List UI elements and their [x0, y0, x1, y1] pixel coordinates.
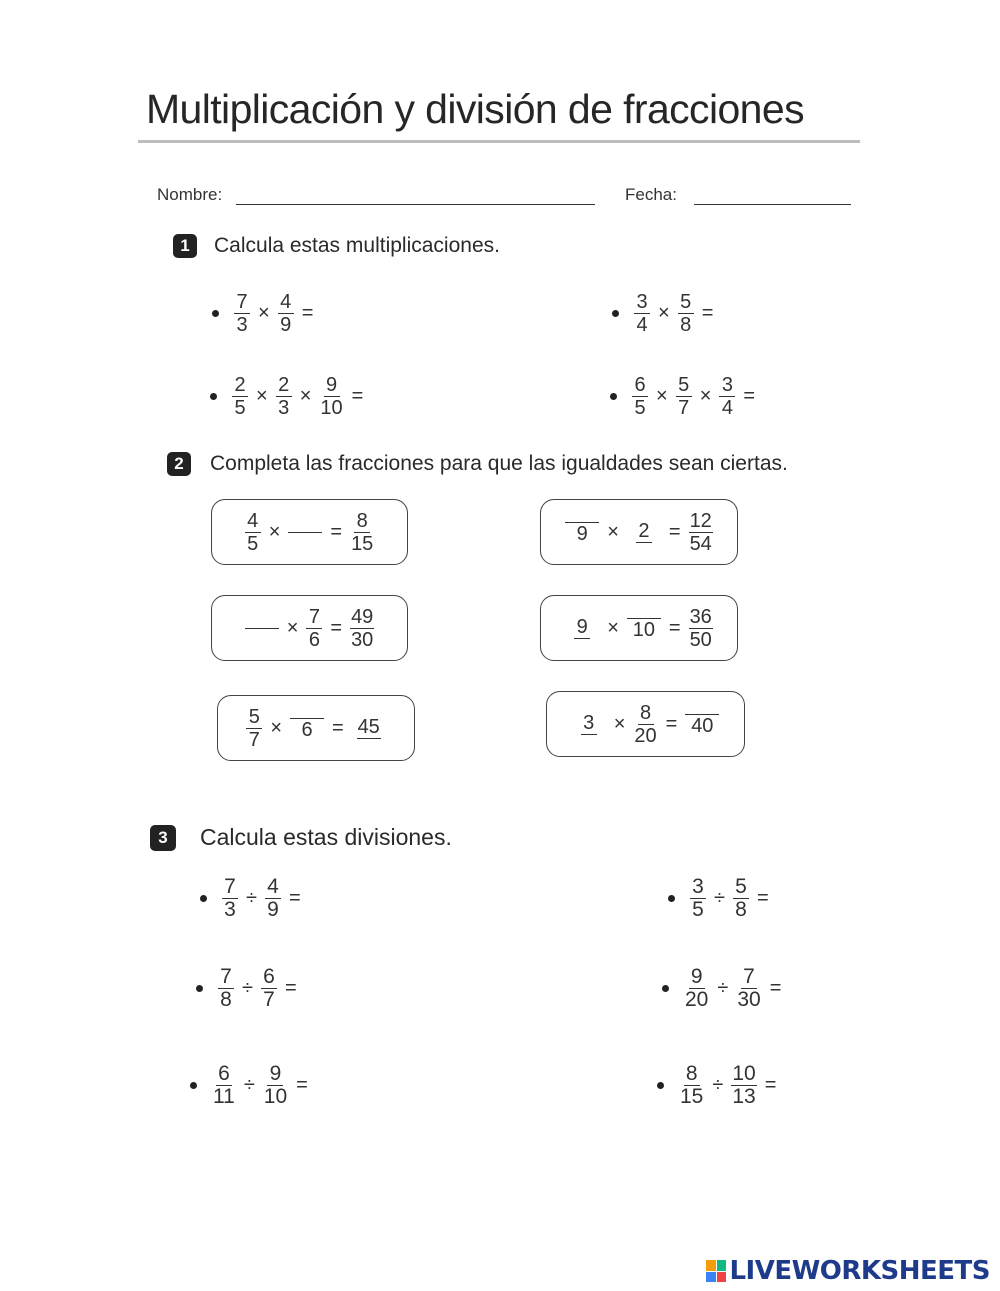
times-sign: × — [656, 385, 668, 407]
equals-sign: = — [769, 977, 782, 999]
fraction — [685, 713, 719, 736]
fraction — [245, 511, 261, 554]
question-2-prompt: Completa las fracciones para que las igualdades sean ciertas. — [210, 452, 788, 475]
denominator: 3 — [236, 314, 248, 336]
equals-sign: = — [743, 385, 756, 407]
fraction — [234, 292, 250, 335]
times-sign: × — [658, 302, 670, 324]
name-label: Nombre: — [157, 185, 223, 204]
equals-sign: = — [332, 716, 344, 739]
fraction — [565, 617, 599, 640]
fraction — [319, 375, 343, 418]
q3-exercise-1 — [200, 877, 306, 920]
divide-sign: ÷ — [243, 1074, 255, 1096]
denominator: 30 — [737, 988, 761, 1011]
numerator: 6 — [261, 967, 277, 989]
numerator: 6 — [632, 375, 648, 397]
page-title: Multiplicación y división de fracciones — [146, 86, 804, 132]
fraction — [632, 375, 648, 418]
date-label: Fecha: — [625, 185, 677, 204]
liveworksheets-logo[interactable] — [706, 1256, 990, 1286]
denominator: 5 — [634, 397, 646, 419]
times-sign: × — [256, 385, 268, 407]
fraction — [572, 713, 606, 736]
numerator: 4 — [265, 877, 281, 899]
blank-denominator[interactable] — [352, 739, 386, 740]
numerator: 4 — [278, 292, 294, 314]
denominator: 8 — [220, 988, 232, 1011]
divide-sign: ÷ — [714, 887, 725, 909]
blank-denominator[interactable] — [572, 735, 606, 736]
numerator: 3 — [690, 877, 706, 899]
numerator: 5 — [676, 375, 692, 397]
numerator: 5 — [733, 877, 749, 899]
fraction — [290, 717, 324, 740]
equals-sign: = — [330, 520, 343, 543]
fraction — [689, 511, 713, 554]
denominator: 5 — [234, 397, 246, 419]
denominator: 7 — [263, 988, 275, 1011]
fraction — [689, 607, 713, 650]
times-sign: × — [613, 712, 626, 735]
date-field[interactable] — [694, 204, 851, 205]
numerator: 4 — [245, 511, 261, 533]
numerator: 7 — [741, 967, 757, 989]
denominator: 54 — [689, 532, 712, 555]
fraction — [352, 717, 386, 740]
question-2-badge: 2 — [167, 452, 191, 476]
logo-text: LIVEWORKSHEETS — [729, 1256, 990, 1286]
fraction — [218, 967, 234, 1010]
divide-sign: ÷ — [717, 977, 729, 999]
numerator: 5 — [246, 707, 262, 729]
numerator: 7 — [306, 607, 322, 629]
numerator: 2 — [232, 375, 248, 397]
bullet — [668, 895, 675, 902]
q3-exercise-3 — [196, 967, 302, 1010]
times-sign: × — [268, 520, 281, 543]
fraction — [676, 375, 692, 418]
denominator: 30 — [351, 628, 374, 651]
denominator: 15 — [351, 532, 374, 555]
denominator: 5 — [692, 898, 704, 921]
fraction — [263, 1064, 288, 1107]
fraction — [731, 1064, 756, 1107]
numerator: 9 — [267, 1064, 283, 1086]
name-field[interactable] — [236, 204, 595, 205]
q3-exercise-5 — [190, 1064, 313, 1107]
numerator: 45 — [357, 715, 380, 738]
fraction — [736, 967, 761, 1010]
denominator: 15 — [680, 1085, 704, 1108]
bullet — [662, 985, 669, 992]
denominator: 3 — [278, 397, 290, 419]
denominator: 4 — [636, 314, 648, 336]
fraction — [684, 967, 709, 1010]
denominator: 4 — [721, 397, 733, 419]
bullet — [657, 1082, 664, 1089]
fraction — [627, 521, 661, 544]
q1-exercise-3 — [210, 375, 368, 418]
numerator: 49 — [351, 605, 374, 628]
fraction — [306, 607, 322, 650]
bullet — [610, 393, 617, 400]
numerator: 7 — [222, 877, 238, 899]
denominator: 10 — [320, 397, 343, 419]
denominator: 9 — [280, 314, 292, 336]
bullet — [612, 310, 619, 317]
numerator: 36 — [689, 605, 712, 628]
fraction — [679, 1064, 704, 1107]
q2-box-6 — [546, 691, 745, 757]
fraction — [678, 292, 694, 335]
title-divider — [138, 140, 860, 143]
times-sign: × — [286, 616, 299, 639]
q3-exercise-2 — [668, 877, 774, 920]
numerator: 7 — [218, 967, 234, 989]
equals-sign: = — [668, 616, 681, 639]
q2-box-2 — [540, 499, 738, 565]
divide-sign: ÷ — [242, 977, 253, 999]
equals-sign: = — [668, 520, 681, 543]
numerator: 8 — [684, 1064, 700, 1086]
question-3-badge: 3 — [150, 825, 176, 851]
question-3-prompt: Calcula estas divisiones. — [200, 824, 452, 850]
blank-denominator[interactable] — [627, 543, 661, 544]
times-sign: × — [607, 520, 619, 543]
equals-sign: = — [665, 712, 678, 735]
fraction — [212, 1064, 236, 1107]
fraction — [278, 292, 294, 335]
fraction — [733, 877, 749, 920]
times-sign: × — [258, 302, 270, 324]
times-sign: × — [299, 385, 312, 407]
q1-exercise-4 — [610, 375, 760, 418]
numerator: 3 — [719, 375, 735, 397]
denominator: 3 — [224, 898, 236, 921]
question-1-prompt: Calcula estas multiplicaciones. — [214, 234, 500, 257]
numerator: 3 — [634, 292, 650, 314]
numerator: 2 — [276, 375, 292, 397]
logo-tiles-icon — [706, 1260, 726, 1282]
blank-denominator[interactable] — [245, 629, 279, 630]
denominator: 10 — [263, 1085, 288, 1108]
bullet — [190, 1082, 197, 1089]
blank-denominator[interactable] — [288, 533, 322, 534]
bullet — [210, 393, 217, 400]
bullet — [200, 895, 207, 902]
denominator: 7 — [678, 397, 690, 419]
denominator: 8 — [735, 898, 747, 921]
denominator: 9 — [267, 898, 279, 921]
fraction — [265, 877, 281, 920]
numerator: 9 — [574, 617, 590, 639]
bullet — [212, 310, 219, 317]
equals-sign: = — [764, 1074, 777, 1096]
denominator: 20 — [685, 988, 709, 1011]
numerator: 10 — [732, 1062, 756, 1085]
denominator: 50 — [689, 628, 712, 651]
fraction — [565, 521, 599, 544]
numerator: 2 — [636, 521, 652, 543]
numerator: 3 — [581, 713, 597, 735]
fraction — [261, 967, 277, 1010]
denominator: 5 — [247, 532, 259, 555]
numerator: 12 — [689, 509, 712, 532]
equals-sign: = — [284, 977, 297, 999]
fraction — [350, 511, 374, 554]
q2-box-5 — [217, 695, 415, 761]
numerator: 5 — [678, 292, 694, 314]
denominator: 8 — [680, 314, 692, 336]
denominator: 6 — [308, 628, 320, 651]
q2-box-3 — [211, 595, 408, 661]
times-sign: × — [270, 716, 282, 739]
denominator: 20 — [634, 724, 657, 747]
q2-box-4 — [540, 595, 738, 661]
fraction — [690, 877, 706, 920]
denominator: 9 — [576, 522, 588, 545]
fraction — [719, 375, 735, 418]
equals-sign: = — [351, 385, 364, 407]
denominator: 13 — [732, 1085, 756, 1108]
divide-sign: ÷ — [712, 1074, 724, 1096]
fraction — [222, 877, 238, 920]
numerator: 9 — [689, 967, 705, 989]
bullet — [196, 985, 203, 992]
times-sign: × — [699, 385, 712, 407]
denominator: 11 — [213, 1085, 235, 1108]
numerator: 8 — [354, 511, 370, 533]
equals-sign: = — [301, 302, 314, 324]
fraction — [627, 617, 661, 640]
numerator: 6 — [216, 1064, 232, 1086]
fraction — [350, 607, 374, 650]
fraction — [232, 375, 248, 418]
equals-sign: = — [296, 1074, 308, 1096]
denominator: 40 — [691, 714, 714, 737]
blank-denominator[interactable] — [565, 639, 599, 640]
q2-box-1 — [211, 499, 408, 565]
q1-exercise-1 — [212, 292, 318, 335]
equals-sign: = — [330, 616, 343, 639]
equals-sign: = — [288, 887, 301, 909]
denominator: 6 — [301, 718, 313, 741]
denominator: 10 — [632, 618, 655, 641]
divide-sign: ÷ — [246, 887, 257, 909]
denominator: 7 — [248, 728, 260, 751]
fraction — [634, 292, 650, 335]
fraction — [245, 627, 279, 630]
fraction — [633, 703, 657, 746]
fraction — [288, 531, 322, 534]
times-sign: × — [607, 616, 619, 639]
q1-exercise-2 — [612, 292, 718, 335]
question-1-badge: 1 — [173, 234, 197, 258]
q3-exercise-6 — [657, 1064, 781, 1107]
equals-sign: = — [756, 887, 769, 909]
numerator: 9 — [324, 375, 340, 397]
equals-sign: = — [701, 302, 714, 324]
fraction — [246, 707, 262, 750]
numerator: 8 — [638, 703, 654, 725]
numerator: 7 — [234, 292, 250, 314]
fraction — [276, 375, 292, 418]
q3-exercise-4 — [662, 967, 786, 1010]
